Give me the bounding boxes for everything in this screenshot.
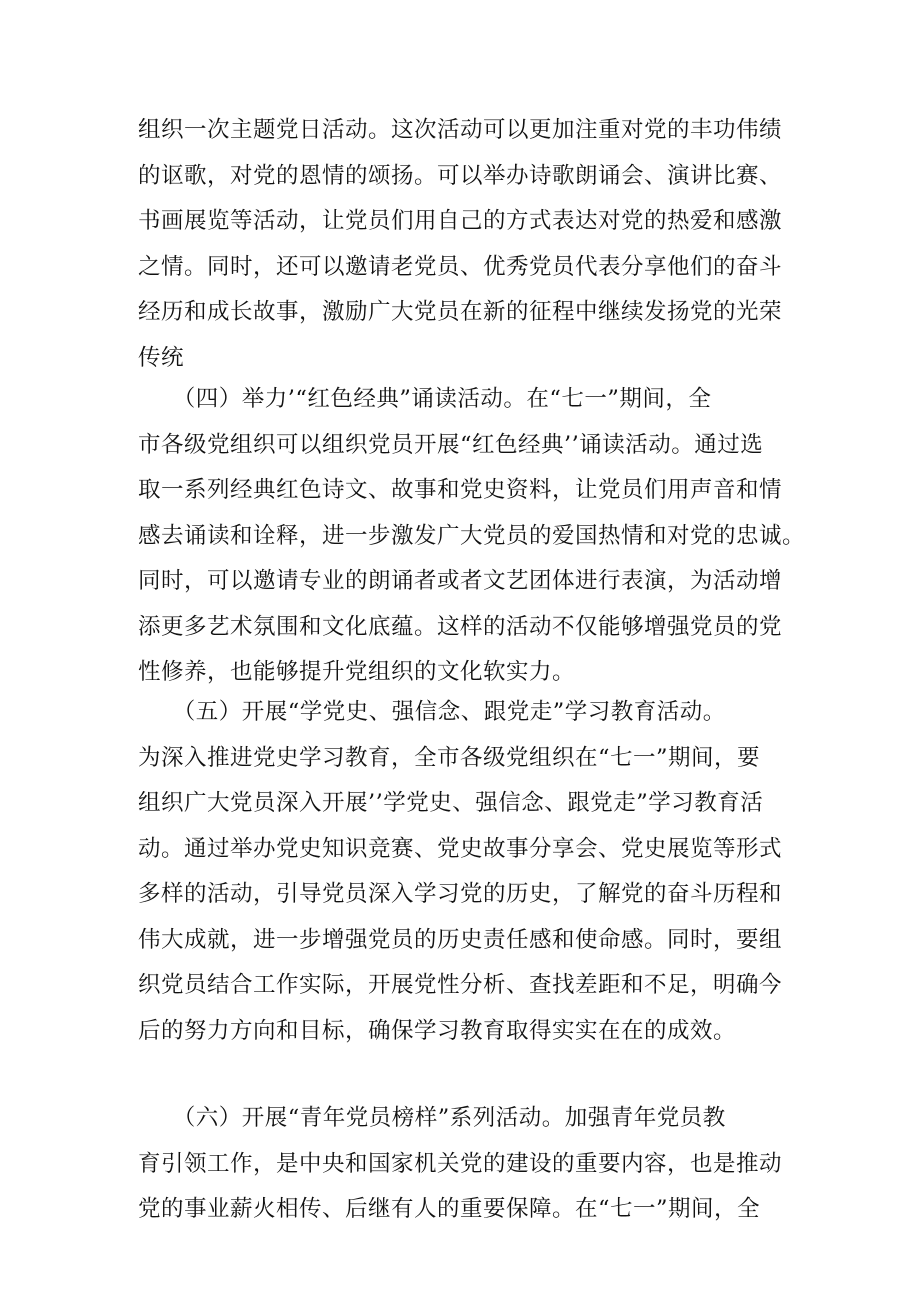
text-line: 育引领工作，是中央和国家机关党的建设的重要内容，也是推动 xyxy=(138,1150,783,1177)
text-line: 市各级党组织可以组织党员开展“红色经典’’诵读活动。通过选 xyxy=(138,431,764,458)
text-line: 书画展览等活动，让党员们用自己的方式表达对党的热爱和感激 xyxy=(138,208,783,234)
paragraph-party-history-study xyxy=(138,690,788,1054)
text-line: （五）开展“学党史、强信念、跟党走”学习教育活动。 xyxy=(138,699,726,725)
text-line: 动。通过举办党史知识竞赛、党史故事分享会、党史展览等形式 xyxy=(138,835,783,862)
paragraph-youth-party-members xyxy=(138,1096,788,1233)
text-line: 为深入推进党史学习教育，全市各级党组织在“七一”期间，要 xyxy=(138,744,761,771)
text-line: 之情。同时，还可以邀请老党员、优秀党员代表分享他们的奋斗 xyxy=(138,253,783,280)
text-line: 的讴歌，对党的恩情的颂扬。可以举办诗歌朗诵会、演讲比赛、 xyxy=(138,162,783,189)
text-line: 感去诵读和诠释，进一步激发广大党员的爱国热情和对党的忠诚。 xyxy=(138,522,806,549)
text-line: 后的努力方向和目标，确保学习教育取得实实在在的成效。 xyxy=(138,1017,737,1044)
text-line: 党的事业薪火相传、后继有人的重要保障。在“七一”期间，全 xyxy=(138,1196,761,1222)
text-line: 添更多艺术氛围和文化底蕴。这样的活动不仅能够增强党员的党 xyxy=(138,613,783,640)
text-line: 同时，可以邀请专业的朗诵者或者文艺团体进行表演，为活动增 xyxy=(138,568,783,594)
text-line: 经历和成长故事，激励广大党员在新的征程中继续发扬党的光荣 xyxy=(138,299,783,325)
paragraph-theme-party-day xyxy=(138,108,788,381)
text-line: 织党员结合工作实际，开展党性分析、查找差距和不足，明确今 xyxy=(138,972,783,998)
text-line: 多样的活动，引导党员深入学习党的历史，了解党的奋斗历程和 xyxy=(138,881,783,907)
text-line: （六）开展“青年党员榜样”系列活动。加强青年党员教 xyxy=(138,1105,726,1131)
text-line: 性修养，也能够提升党组织的文化软实力。 xyxy=(138,659,576,685)
text-line: 组织广大党员深入开展’’学党史、强信念、跟党走”学习教育活 xyxy=(138,790,764,816)
paragraph-red-classics-reading xyxy=(138,377,806,696)
text-line: 传统 xyxy=(138,344,185,371)
text-line: （四）举力’“红色经典”诵读活动。在“七一”期间，全 xyxy=(138,386,712,412)
text-line: 伟大成就，进一步增强党员的历史责任感和使命感。同时，要组 xyxy=(138,926,783,953)
text-line: 取一系列经典红色诗文、故事和党史资料，让党员们用声音和情 xyxy=(138,477,783,503)
text-line: 组织一次主题党日活动。这次活动可以更加注重对党的丰功伟绩 xyxy=(138,117,783,143)
